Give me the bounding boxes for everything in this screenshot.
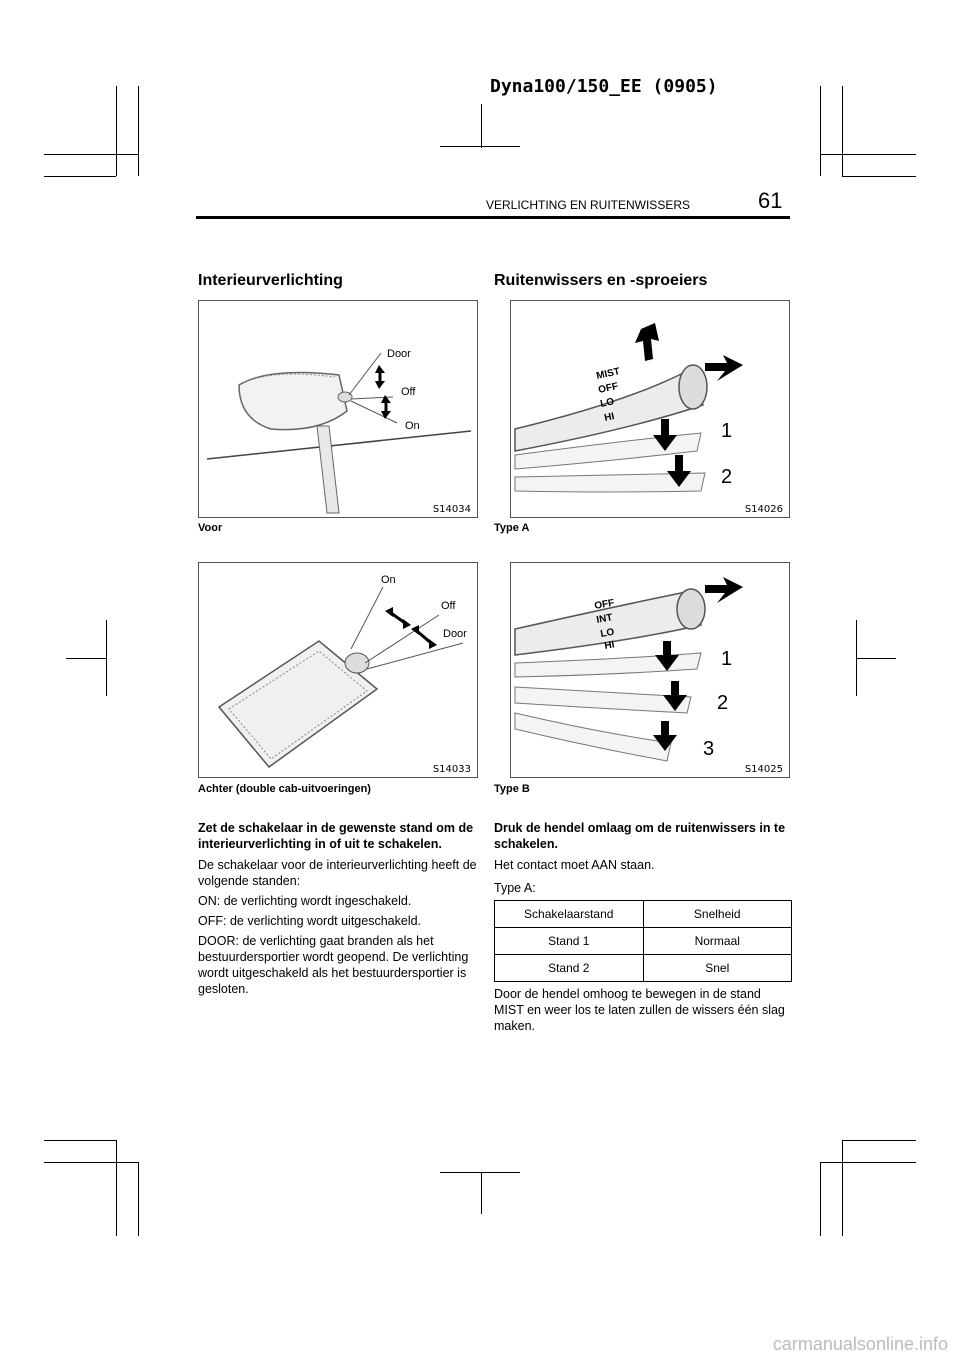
crop-mark xyxy=(842,176,916,177)
figure-wiper-type-b xyxy=(510,562,790,778)
table-cell: Normaal xyxy=(643,928,792,955)
page-number: 61 xyxy=(758,188,783,213)
figure-code: S14033 xyxy=(432,764,471,775)
position-number: 1 xyxy=(721,648,733,670)
crop-mark xyxy=(44,176,116,177)
crop-mark xyxy=(820,86,821,176)
crop-mark xyxy=(44,154,138,155)
figure-wiper-type-a xyxy=(510,300,790,518)
caption-type-b: Type B xyxy=(494,783,530,795)
crop-mark xyxy=(440,146,520,147)
right-paragraph: Door de hendel omhoog te bewegen in de stand MIST en weer los te laten zullen de wissers één slag maken. xyxy=(494,987,785,1033)
header-rule xyxy=(196,216,790,219)
crop-mark xyxy=(481,1172,482,1214)
stalk-label: HI xyxy=(603,639,616,652)
position-number: 1 xyxy=(721,420,733,442)
position-number: 2 xyxy=(721,466,733,488)
left-lead-paragraph: Zet de schakelaar in de gewenste stand om de interieurverlichting in of uit te schakelen. xyxy=(198,821,474,851)
table-cell: Stand 2 xyxy=(495,955,644,982)
left-paragraph: OFF: de verlichting wordt uitgeschakeld. xyxy=(198,914,422,928)
crop-mark xyxy=(481,104,482,148)
position-number: 3 xyxy=(703,738,715,760)
crop-mark xyxy=(842,1140,843,1236)
figure-rear-lamp xyxy=(198,562,478,778)
crop-mark xyxy=(820,1162,916,1163)
stalk-label: OFF xyxy=(593,597,616,612)
left-paragraph: De schakelaar voor de interieurverlichting heeft de volgende standen: xyxy=(198,858,477,888)
left-paragraph: DOOR: de verlichting gaat branden als het bestuurdersportier wordt geopend. De verlichting wordt uitgeschakeld als het bestuurdersportier is gesloten. xyxy=(198,934,469,996)
crop-mark xyxy=(44,1162,138,1163)
front-lamp-illustration xyxy=(199,301,477,517)
figure-code: S14025 xyxy=(744,764,783,775)
stalk-label: LO xyxy=(599,396,616,410)
stalk-label: OFF xyxy=(597,381,620,396)
heading-interieurverlichting: Interieurverlichting xyxy=(198,272,343,289)
crop-mark xyxy=(842,1140,916,1141)
figure-front-lamp xyxy=(198,300,478,518)
crop-mark xyxy=(138,1162,139,1236)
table-row xyxy=(495,928,792,955)
crop-mark xyxy=(116,1140,117,1236)
table-cell: Stand 1 xyxy=(495,928,644,955)
right-paragraph: Het contact moet AAN staan. xyxy=(494,858,655,872)
document-id: Dyna100/150_EE (0905) xyxy=(490,76,718,97)
wiper-stalk-type-a xyxy=(511,301,789,517)
crop-mark xyxy=(106,620,107,696)
table-row xyxy=(495,955,792,982)
crop-mark xyxy=(842,86,843,176)
caption-achter: Achter (double cab‑uitvoeringen) xyxy=(198,783,371,795)
caption-type-a: Type A xyxy=(494,522,530,534)
position-number: 2 xyxy=(717,692,729,714)
watermark: carmanualsonline.info xyxy=(772,1334,948,1354)
table-header: Schakelaarstand xyxy=(495,901,644,928)
wiper-speed-table xyxy=(494,900,792,982)
crop-mark xyxy=(44,1140,116,1141)
section-title: VERLICHTING EN RUITENWISSERS xyxy=(485,198,690,212)
heading-ruitenwissers: Ruitenwissers en ‑sproeiers xyxy=(494,272,708,289)
crop-mark xyxy=(116,86,117,176)
wiper-stalk-type-b xyxy=(511,563,789,777)
stalk-label: MIST xyxy=(595,366,621,382)
crop-mark xyxy=(820,154,916,155)
right-paragraph: Type A: xyxy=(494,881,536,895)
left-paragraph: ON: de verlichting wordt ingeschakeld. xyxy=(198,894,412,908)
rear-label-off: Off xyxy=(441,600,456,612)
stalk-label: HI xyxy=(603,411,616,424)
front-label-door: Door xyxy=(387,348,411,360)
table-cell: Snel xyxy=(643,955,792,982)
stalk-label: INT xyxy=(595,612,614,626)
rear-label-door: Door xyxy=(443,628,467,640)
crop-mark xyxy=(440,1172,520,1173)
figure-code: S14034 xyxy=(432,504,471,515)
caption-voor: Voor xyxy=(198,522,223,534)
table-header: Snelheid xyxy=(643,901,792,928)
table-header-row xyxy=(495,901,792,928)
crop-mark xyxy=(856,658,896,659)
crop-mark xyxy=(138,86,139,176)
right-lead-paragraph: Druk de hendel omlaag om de ruitenwissers in te schakelen. xyxy=(494,821,786,851)
rear-label-on: On xyxy=(381,574,396,586)
front-label-on: On xyxy=(405,420,420,432)
front-label-off: Off xyxy=(401,386,416,398)
crop-mark xyxy=(66,658,106,659)
rear-lamp-illustration xyxy=(199,563,477,777)
crop-mark xyxy=(820,1162,821,1236)
figure-code: S14026 xyxy=(744,504,783,515)
stalk-label: LO xyxy=(599,626,616,640)
